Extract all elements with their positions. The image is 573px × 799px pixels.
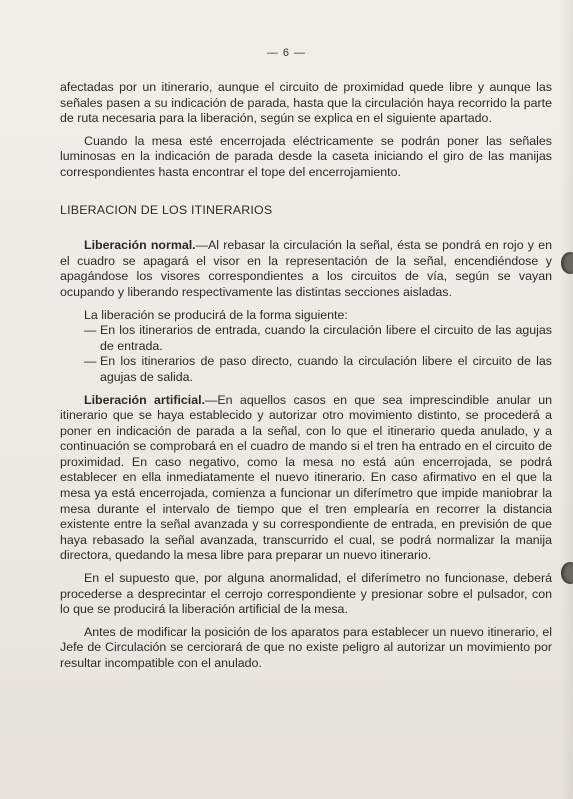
paragraph-forma: La liberación se producirá de la forma siguiente: (84, 307, 348, 322)
liberacion-normal-text: —Al rebasar la circulación la señal, ésta se pondrá en rojo y en el cuadro se apagará el visor en la representación de la señal, encendiéndose y apagándose los visores correspondientes a los circuitos de vía, según se vayan ocupando y liberando respectivamente las distintas secciones aisladas. (60, 238, 552, 299)
paragraph-1: afectadas por un itinerario, aunque el circuito de proximidad quede libre y aunque las señales pasen a su indicación de parada, hasta que la circulación haya recorrido la parte de ruta necesaria para la liberación, según se explica en el siguiente apartado. (60, 80, 552, 126)
page-edge-shadow (559, 0, 573, 799)
list-item (60, 354, 552, 385)
list-dash: — (84, 354, 97, 369)
paragraph-liberacion-normal (60, 238, 552, 300)
list-item-text: En los itinerarios de entrada, cuando la circulación libere el circuito de las agujas de entrada. (100, 323, 552, 353)
liberacion-artificial-label: Liberación artificial. (84, 392, 205, 407)
liberacion-normal-label: Liberación normal. (84, 238, 196, 253)
list-item (60, 323, 552, 354)
list-dash: — (84, 323, 97, 338)
paragraph-final: Antes de modificar la posición de los aparatos para establecer un nuevo itinerario, el Jefe de Circulación se cerciorará de que no existe peligro al autorizar un movimiento por resultar incompatible con el anulado. (60, 624, 552, 670)
paragraph-liberacion-artificial (60, 393, 552, 565)
punch-hole (561, 562, 573, 584)
list-item-text: En los itinerarios de paso directo, cuando la circulación libere el circuito de las agujas de salida. (100, 354, 552, 384)
body-text (60, 80, 552, 672)
punch-hole (561, 252, 573, 274)
paragraph-2: Cuando la mesa esté encerrojada eléctricamente se podrán poner las señales luminosas en la indicación de parada desde la caseta iniciando el giro de las manijas correspondientes hasta encontrar el tope del encerrojamiento. (60, 133, 552, 179)
section-heading: LIBERACION DE LOS ITINERARIOS (60, 202, 273, 217)
page-number: — 6 — (266, 47, 307, 59)
dash-list (60, 323, 552, 385)
liberacion-artificial-text: —En aquellos casos en que sea imprescindible anular un itinerario que se haya establecido y autorizar otro movimiento distinto, se procederá a poner en indicación de parada a la señal, con lo que el itinerario queda anulado, y a continuación se comprobará en el cuadro de mando si el tren ha entrado en el circuito de proximidad. En caso negativo, como la mesa no está aún encerrojada, se podrá establecer en ella inmediatamente el nuevo itinerario. En caso afirmativo en el que la mesa ya está encerrojada, comienza a funcionar un diferímetro que impide maniobrar la mesa durante el intervalo de tiempo que el tren emplearía en recorrer la distancia existente entre la señal avanzada y su correspondiente de entrada, en previsión de que haya rebasado la señal avanzada, transcurrido el cual, se podrá normalizar la manija directora, quedando la mesa libre para preparar un nuevo itinerario. (60, 392, 552, 563)
paragraph-anormalidad: En el supuesto que, por alguna anormalidad, el diferímetro no funcionase, deberá procederse a desprecintar el cerrojo correspondiente y presionar sobre el pulsador, con lo que se producirá la liberación artificial de la mesa. (60, 571, 552, 617)
